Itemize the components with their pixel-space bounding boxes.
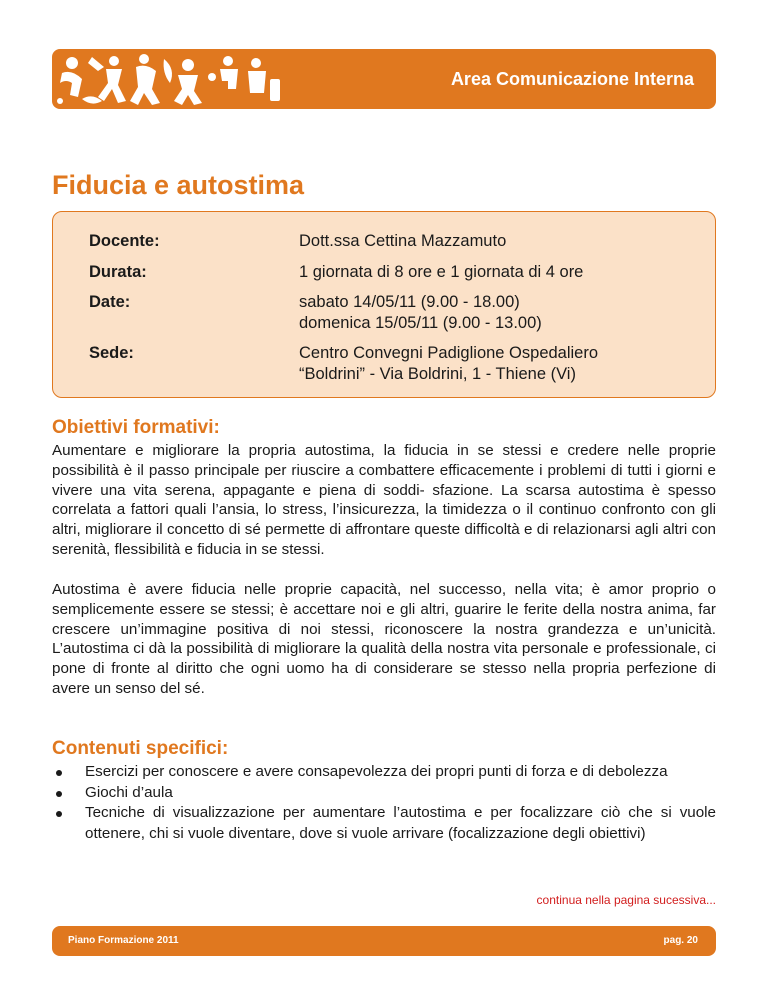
objectives-paragraph-2: Autostima è avere fiducia nelle proprie capacità, nel successo, nella vita; è amor proprio o semplicemente essere se stessi; è accettare noi e gli altri, guarire le ferite della nostra anima, far crescere un’immagine positiva di noi stessi, riconoscere la nostra grandezza e un’unicità. L’autostima ci dà la possibilità di migliorare la qualità della nostra vita personale e professionale, ci pone di fronte al diritto che ogni uomo ha di considerare se stesso nella propria perfezione di avere un senso del sé. [52, 581, 716, 697]
continue-note: continua nella pagina sucessiva... [536, 893, 716, 907]
footer-program: Piano Formazione 2011 [68, 935, 179, 946]
contents-heading: Contenuti specifici: [52, 738, 229, 759]
list-item-text: Esercizi per conoscere e avere consapevolezza dei propri punti di forza e di debolezza [85, 763, 668, 780]
info-value-line: domenica 15/05/11 (9.00 - 13.00) [299, 314, 542, 332]
bullet-icon [56, 811, 62, 817]
list-item-text: Giochi d’aula [85, 783, 173, 801]
info-label: Durata: [89, 263, 147, 281]
list-item [56, 783, 716, 804]
header-title: Area Comunicazione Interna [450, 69, 694, 89]
list-item-text: Tecniche di visualizzazione per aumentare l’autostima e per focalizzare ciò che si vuole ottenere, chi si vuole diventare, dove si vuole arrivare (focalizzazione degli obiettivi) [85, 804, 716, 842]
footer-bar [52, 926, 716, 956]
info-value-line: “Boldrini” - Via Boldrini, 1 - Thiene (Vi) [299, 365, 576, 383]
info-value-line: sabato 14/05/11 (9.00 - 18.00) [299, 293, 520, 311]
objectives-paragraph-1: Aumentare e migliorare la propria autostima, la fiducia in se stessi e credere nelle proprie possibilità è il passo principale per riuscire a combattere efficacemente i problemi di tutti i giorni e vivere una vita serena, appagante e piena di soddi- sfazione. La scarsa autostima è spesso correlata a fattori quali l’ansia, lo stress, l’insicurezza, la timidezza o il continuo confronto con gli altri, migliorare il concetto di sé permette di affrontare queste difficoltà e di relazionarsi agli altri con serenità, flessibilità e fiducia in se stessi. [52, 442, 716, 558]
info-label: Sede: [89, 344, 134, 362]
objectives-heading: Obiettivi formativi: [52, 417, 220, 438]
people-figures-logo [52, 49, 292, 109]
info-label: Date: [89, 293, 131, 311]
info-value [299, 343, 719, 385]
info-value [299, 292, 719, 334]
info-label: Docente: [89, 232, 160, 250]
list-item [56, 762, 716, 783]
info-value: Dott.ssa Cettina Mazzamuto [299, 232, 507, 250]
course-info-box [52, 211, 716, 398]
list-item [56, 803, 716, 844]
bullet-icon [56, 770, 62, 776]
bullet-icon [56, 791, 62, 797]
info-value-line: Centro Convegni Padiglione Ospedaliero [299, 344, 599, 362]
header-banner [52, 49, 716, 109]
page-title: Fiducia e autostima [52, 170, 305, 200]
page-number: pag. 20 [663, 935, 698, 946]
info-value: 1 giornata di 8 ore e 1 giornata di 4 ore [299, 263, 584, 281]
contents-list [56, 762, 716, 844]
